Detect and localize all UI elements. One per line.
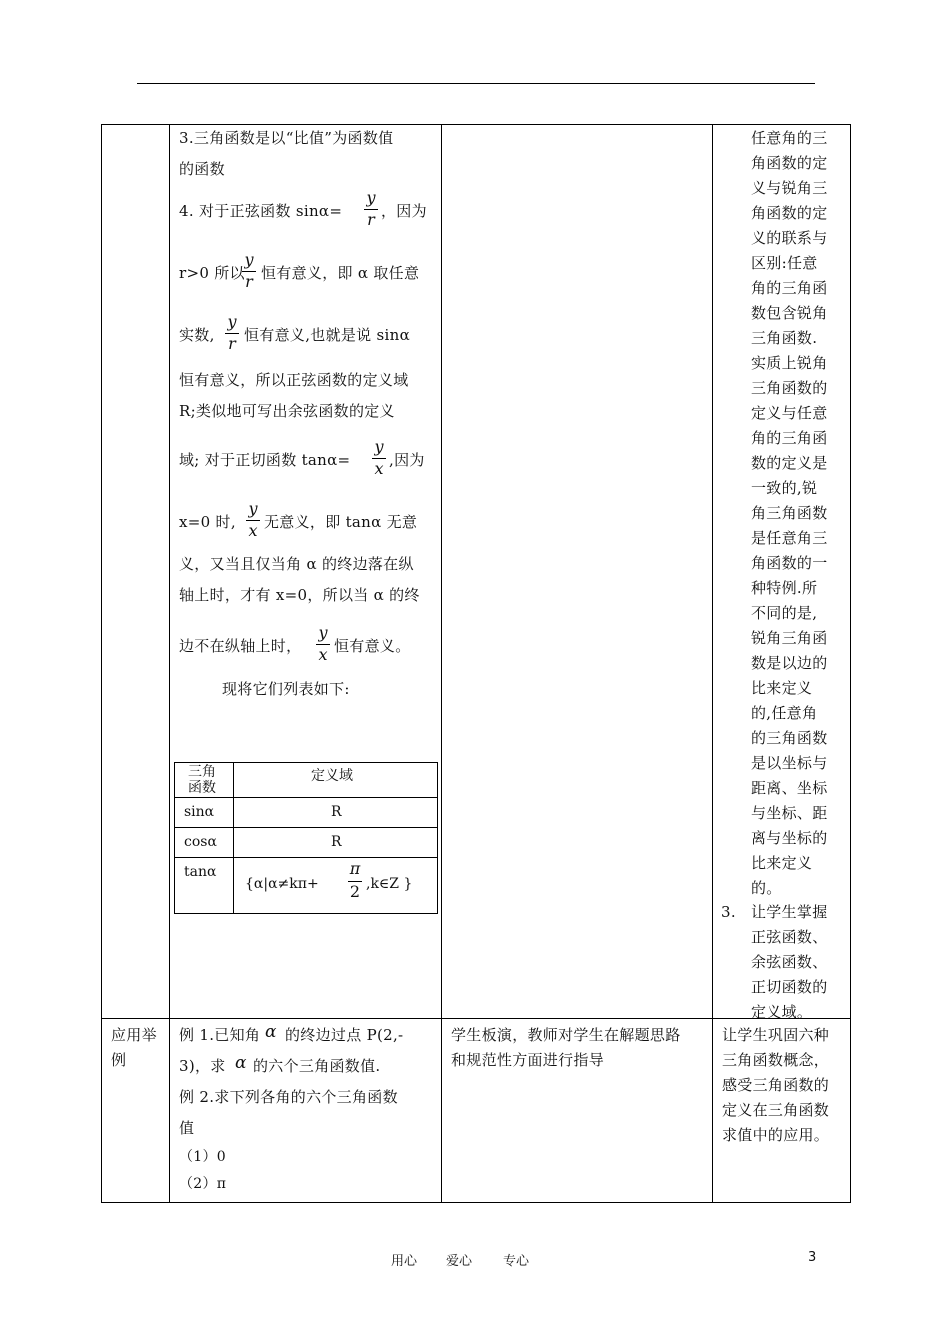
text-line: 4. 对于正弦函数 sinα= [179,202,343,220]
section-label: 例 [111,1051,127,1069]
footer-slogan: 用心 [391,1254,418,1269]
text-line: 让学生掌握 [751,903,828,921]
frac-den: x [318,645,328,664]
frac-num: y [244,250,254,269]
text-line: 角三角函数 [751,504,828,522]
text-line: 种特例.所 [751,579,818,597]
text-line: 角的三角函 [751,429,828,447]
text-line: r>0 所以 [179,264,245,282]
text-line: 角函数的一 [751,554,828,572]
text-line: ,因为 [389,451,425,469]
frac-den: r [245,272,253,291]
text-line: ，因为 [381,202,427,220]
text-line: 实数, [179,326,215,344]
col-divider-1 [169,124,170,1202]
text-line: 区别:任意 [751,254,818,272]
text-line: 任意角的三 [751,129,828,147]
text-line: 数是以边的 [751,654,828,672]
page-number: 3 [808,1250,817,1265]
col-divider-3 [712,124,713,1202]
text-line: 义，又当且仅当角 α 的终边落在纵 [179,555,414,573]
frac-num: y [374,437,384,456]
text-line: 角的三角函 [751,279,828,297]
text-line: 例 1.已知角 [179,1026,261,1044]
text-line: 的。 [751,879,782,897]
text-line: 角函数的定 [751,154,828,172]
frac-den: r [367,210,375,229]
text-line: 感受三角函数的 [722,1076,830,1094]
text-line: 一致的,锐 [751,479,818,497]
cell-domain: R [331,804,342,820]
domain-table-col-divider [233,762,234,913]
text-line: 定义在三角函数 [722,1101,830,1119]
text-line: 恒有意义，所以正弦函数的定义域 [179,371,409,389]
frac-num: π [349,859,361,878]
alpha-symbol: α [235,1053,247,1073]
cell-function: cosα [184,834,217,850]
row-divider [101,1018,850,1019]
text-line: 实质上锐角 [751,354,828,372]
text-line: 义与锐角三 [751,179,828,197]
frac-den: x [248,521,258,540]
footer-slogan: 爱心 [446,1254,473,1269]
text-line: 正弦函数、 [751,928,828,946]
cell-function: tanα [184,864,217,880]
footer-slogan: 专心 [503,1254,530,1269]
text-line: 的三角函数 [751,729,828,747]
frac-den: 2 [349,882,361,901]
domain-table-row-divider [174,797,437,798]
text-line: 比来定义 [751,854,813,872]
text-line: 的六个三角函数值. [253,1057,381,1075]
frac-den: x [374,459,384,478]
text-line: 是以坐标与 [751,754,828,772]
text-line: 现将它们列表如下: [222,680,350,698]
fraction-pi-over-2 [347,859,363,901]
cell-domain: R [331,834,342,850]
frac-num: y [227,312,237,331]
text-line: 义的联系与 [751,229,828,247]
fraction-y-over-r [363,188,379,229]
text-line: 学生板演，教师对学生在解题思路 [451,1026,681,1044]
text-line: 定义域。 [751,1003,813,1021]
text-line: 三角函数. [751,329,818,347]
text-line: 与坐标、距 [751,804,828,822]
cell-function: sinα [184,804,215,820]
text-line: 余弦函数、 [751,953,828,971]
text-line: 3)，求 [179,1057,226,1075]
text-line: 恒有意义。 [334,637,411,655]
text-line: 求值中的应用。 [722,1126,830,1144]
cell-domain: {α|α≠kπ+ [245,876,319,892]
text-line: 角函数的定 [751,204,828,222]
text-line: 定义与任意 [751,404,828,422]
text-line: 3.三角函数是以“比值”为函数值 [179,129,394,147]
list-number: 3. [721,903,736,921]
text-line: 无意义，即 tanα 无意 [264,513,418,531]
header-rule [137,83,815,84]
th-domain: 定义域 [311,768,353,784]
text-line: 的,任意角 [751,704,818,722]
fraction-y-over-x [245,499,261,540]
th-function: 函数 [188,780,216,796]
text-line: 恒有意义,也就是说 sinα [244,326,411,344]
frac-num: y [318,623,328,642]
th-function: 三角 [188,764,216,780]
text-line: 值 [179,1119,195,1137]
text-line: 数的定义是 [751,454,828,472]
text-line: 轴上时，才有 x=0，所以当 α 的终 [179,586,420,604]
col-divider-2 [441,124,442,1202]
fraction-y-over-r [224,312,240,353]
text-line: 恒有意义，即 α 取任意 [261,264,420,282]
text-line: 的终边过点 P(2,- [285,1026,404,1044]
text-line: 是任意角三 [751,529,828,547]
alpha-symbol: α [265,1022,277,1042]
text-line: 和规范性方面进行指导 [451,1051,605,1069]
fraction-y-over-x [315,623,331,664]
frac-num: y [248,499,258,518]
text-line: 正切函数的 [751,978,828,996]
text-line: R;类似地可写出余弦函数的定义 [179,402,395,420]
domain-table-row-divider [174,827,437,828]
text-line: x=0 时, [179,513,236,531]
text-line: 三角函数概念， [722,1051,830,1069]
text-line: 离与坐标的 [751,829,828,847]
fraction-y-over-x [371,437,387,478]
text-line: 距离、坐标 [751,779,828,797]
text-line: 数包含锐角 [751,304,828,322]
cell-domain: ,k∈Z } [366,876,413,892]
text-line: 的函数 [179,160,225,178]
text-line: 域; 对于正切函数 tanα= [179,451,351,469]
text-line: 不同的是, [751,604,818,622]
text-line: 比来定义 [751,679,813,697]
frac-den: r [228,334,236,353]
list-item: （2）π [179,1176,227,1192]
text-line: 例 2.求下列各角的六个三角函数 [179,1088,398,1106]
section-label: 应用举 [111,1026,157,1044]
frac-num: y [366,188,376,207]
text-line: 三角函数的 [751,379,828,397]
domain-table-row-divider [174,857,437,858]
text-line: 锐角三角函 [751,629,828,647]
text-line: 让学生巩固六种 [722,1026,830,1044]
text-line: 边不在纵轴上时， [179,637,302,655]
list-item: （1）0 [179,1149,227,1165]
fraction-y-over-r [241,250,257,291]
